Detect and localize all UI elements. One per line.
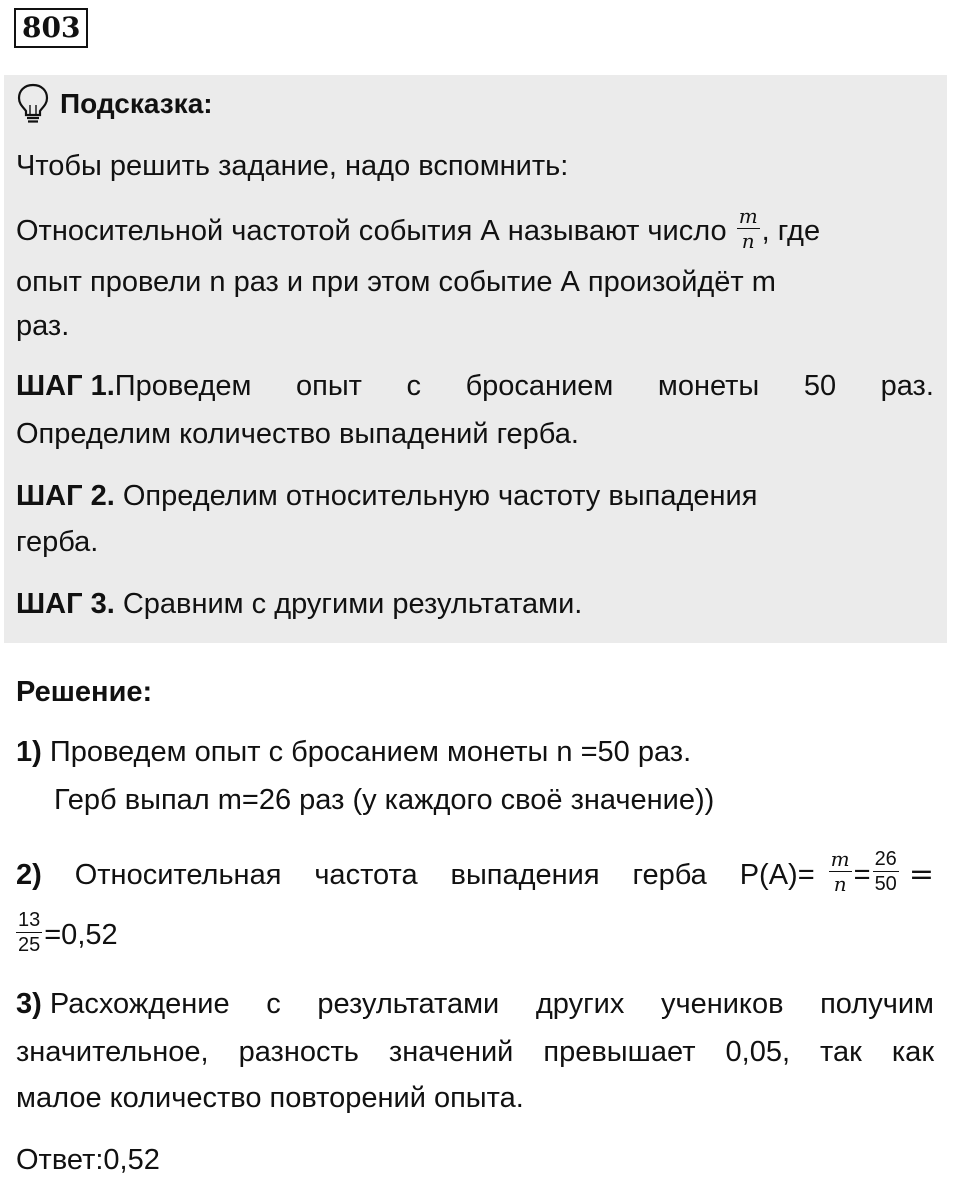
item3-word: результатами (317, 988, 500, 1020)
step1-word: с (406, 370, 422, 402)
fraction-denominator: 50 (874, 872, 897, 895)
step3-line (16, 584, 582, 624)
fraction-denominator: n (741, 229, 755, 253)
solution-item3-line3: малое количество повторений опыта. (16, 1082, 524, 1114)
solution-item2-line1 (16, 846, 934, 900)
solution-title: Решение: (16, 676, 153, 708)
item2-word: Относительная (74, 859, 282, 891)
item3-word: значений (388, 1036, 514, 1068)
step3-label: ШАГ 3. (16, 588, 115, 620)
solution-item1-line2: Герб выпал m=26 раз (у каждого своё значение)) (54, 784, 715, 816)
item3-word: Расхождение (49, 988, 230, 1020)
item2-pa: P(A)= (739, 859, 815, 891)
item3-word: так (820, 1036, 862, 1068)
step2-label: ШАГ 2. (16, 480, 115, 512)
equals-sign: = (853, 859, 871, 891)
item2-word: выпадения (450, 859, 600, 891)
step2-line2: герба. (16, 526, 99, 558)
fraction-numerator: 13 (18, 908, 41, 931)
item2-result: =0,52 (44, 919, 118, 951)
fraction-numerator: m (830, 846, 850, 871)
definition-text-before: Относительной частотой события А называют число (16, 215, 727, 248)
item2-fraction-13-25 (16, 910, 42, 955)
hint-intro: Чтобы решить задание, надо вспомнить: (16, 150, 569, 182)
step1-label: ШАГ 1. (16, 370, 115, 402)
item2-fraction-26-50 (873, 849, 899, 894)
item3-word: с (266, 988, 281, 1020)
item3-word: разность (238, 1036, 359, 1068)
item2-label: 2) (16, 859, 42, 891)
solution-item3-line2 (16, 1032, 934, 1072)
lightbulb-icon (16, 83, 50, 125)
solution-item3-line1 (16, 984, 934, 1024)
hint-title: Подсказка: (60, 88, 213, 119)
answer: Ответ:0,52 (16, 1144, 160, 1176)
item3-label: 3) (16, 988, 42, 1020)
definition-text-after: , где (761, 215, 821, 248)
step2-text: Определим относительную частоту выпадения (114, 480, 758, 512)
task-number: 803 (14, 8, 88, 48)
equals-sign: = (908, 857, 934, 892)
item2-word: герба (632, 859, 707, 891)
item2-word: частота (314, 859, 418, 891)
solution-item1-line1 (16, 732, 691, 772)
item2-formula (739, 846, 934, 900)
definition-fraction (737, 206, 760, 251)
fraction-numerator: m (738, 204, 758, 228)
item3-word: превышает (543, 1036, 696, 1068)
hint-header (16, 82, 213, 126)
item3-word: других (535, 988, 625, 1020)
step1-word: 50 (803, 370, 837, 402)
hint-definition-line2: опыт провели n раз и при этом событие А произойдёт m (16, 266, 776, 298)
step1-line1 (16, 366, 934, 406)
step3-text: Сравним с другими результатами. (114, 588, 583, 620)
fraction-denominator: n (833, 871, 847, 896)
item3-word: как (891, 1036, 934, 1068)
hint-definition-line1 (16, 204, 821, 253)
step1-word: Проведем (114, 370, 252, 402)
step1-word: бросанием (465, 370, 614, 402)
fraction-denominator: 25 (18, 933, 41, 956)
item2-fraction-m-n (829, 846, 852, 896)
step1-word: монеты (657, 370, 760, 402)
item1-label: 1) (16, 736, 42, 768)
fraction-numerator: 26 (874, 847, 897, 870)
item1-text: Проведем опыт с бросанием монеты n =50 раз. (41, 736, 692, 768)
step2-line1 (16, 476, 757, 516)
step1-line2: Определим количество выпадений герба. (16, 418, 579, 450)
step1-word: раз. (880, 370, 934, 402)
item3-word: 0,05, (725, 1036, 791, 1068)
solution-item2-line2 (16, 910, 118, 960)
item3-word: учеников (660, 988, 784, 1020)
item3-word: значительное, (16, 1036, 209, 1068)
step1-word: опыт (296, 370, 362, 402)
item3-word: получим (820, 988, 934, 1020)
hint-definition-line3: раз. (16, 310, 70, 342)
